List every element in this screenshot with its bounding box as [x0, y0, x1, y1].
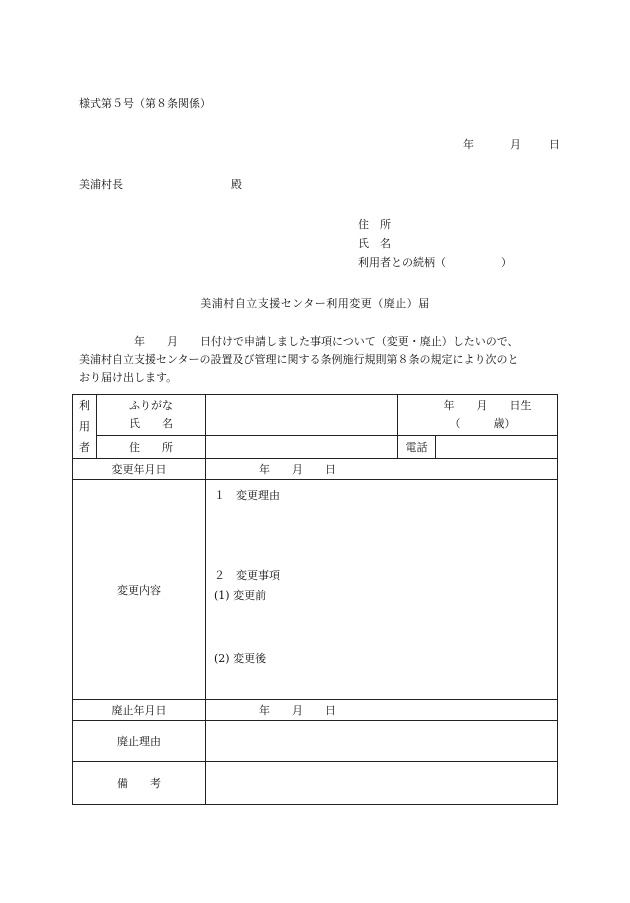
date-day: 日	[549, 138, 560, 151]
address-label: 住 所	[97, 436, 206, 459]
form-number: 様式第５号（第８条関係）	[79, 97, 211, 110]
abolish-reason-input[interactable]	[206, 721, 558, 762]
name-input-cell[interactable]	[206, 395, 398, 436]
age-label: （ 歳）	[449, 417, 516, 431]
addressee: 美浦村長	[79, 178, 123, 191]
birth-date-cell[interactable]	[398, 395, 558, 436]
change-reason-label: １ 変更理由	[214, 489, 280, 502]
applicant-address-label: 住 所	[358, 218, 391, 231]
remarks-input[interactable]	[206, 762, 558, 805]
change-items-label: ２ 変更事項	[214, 569, 280, 582]
application-form-table	[72, 394, 558, 805]
abolish-reason-label: 廃止理由	[73, 721, 206, 762]
change-content-cell[interactable]	[206, 480, 558, 700]
phone-input-cell[interactable]	[436, 436, 558, 459]
change-date-value[interactable]: 年 月 日	[206, 459, 558, 480]
body-line-2: 美浦村自立支援センターの設置及び管理に関する条例施行規則第８条の規定により次のと	[79, 353, 519, 366]
honorific: 殿	[231, 178, 242, 191]
remarks-label: 備 考	[73, 762, 206, 805]
abolish-date-value[interactable]: 年 月 日	[206, 700, 558, 721]
birth-date-label: 年 月 日生	[443, 399, 532, 413]
date-month: 月	[510, 138, 521, 151]
submission-date	[463, 138, 560, 152]
change-date-label: 変更年月日	[73, 459, 206, 480]
address-input-cell[interactable]	[206, 436, 398, 459]
change-after-label: (2) 変更後	[214, 652, 267, 665]
user-label-cell: 利 用 者	[73, 395, 97, 459]
furigana-label: ふりがな	[129, 399, 173, 413]
body-line-3: おり届け出します。	[79, 371, 178, 384]
change-content-label: 変更内容	[73, 480, 206, 700]
document-title: 美浦村自立支援センター利用変更（廃止）届	[200, 297, 430, 310]
body-line-1: 年 月 日付けで申請しました事項について（変更・廃止）したいので、	[79, 335, 519, 348]
applicant-relation-label: 利用者との続柄（ ）	[358, 256, 512, 269]
name-label: 氏 名	[129, 417, 173, 431]
date-year: 年	[463, 138, 474, 151]
change-before-label: (1) 変更前	[214, 589, 267, 602]
applicant-name-label: 氏 名	[358, 237, 391, 250]
furigana-name-label-cell	[97, 395, 206, 436]
phone-label: 電話	[398, 436, 436, 459]
abolish-date-label: 廃止年月日	[73, 700, 206, 721]
body-text	[79, 333, 559, 387]
